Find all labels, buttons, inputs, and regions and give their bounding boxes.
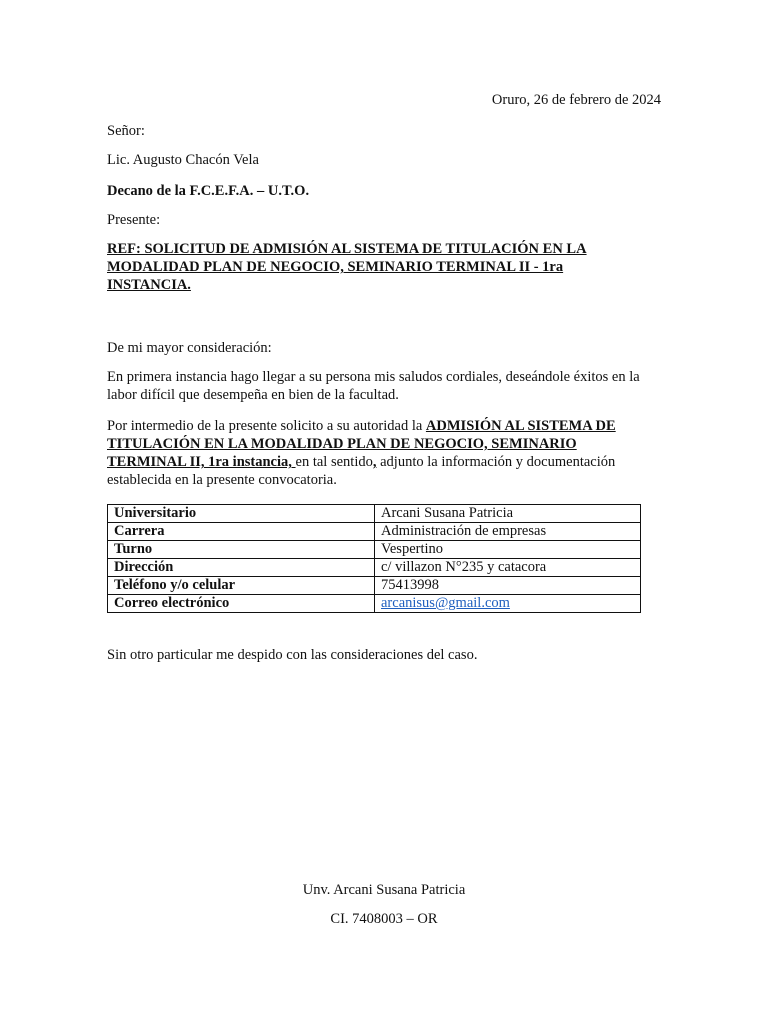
paragraph-1-line-1: En primera instancia hago llegar a su persona mis saludos cordiales, deseándole éxitos en la — [107, 369, 640, 385]
signature-name: Unv. Arcani Susana Patricia — [302, 882, 466, 898]
closing-line: Sin otro particular me despido con las consideraciones del caso. — [107, 647, 478, 663]
paragraph-2-line-4: establecida en la presente convocatoria. — [107, 472, 337, 488]
table-label: Universitario — [108, 505, 375, 523]
paragraph-2-bold-1: ADMISIÓN AL SISTEMA DE — [425, 418, 616, 434]
paragraph-2-bold-2: TITULACIÓN EN LA MODALIDAD PLAN DE NEGOCIO, SEMINARIO — [107, 436, 577, 452]
table-row — [108, 541, 641, 559]
reference-block — [107, 240, 663, 294]
table-row — [108, 577, 641, 595]
student-info-table — [107, 504, 641, 613]
paragraph-2 — [107, 417, 663, 489]
table-value: Arcani Susana Patricia — [375, 505, 641, 523]
table-value: 75413998 — [375, 577, 641, 595]
table-row — [108, 523, 641, 541]
table-value: c/ villazon N°235 y catacora — [375, 559, 641, 577]
recipient-title: Decano de la F.C.E.F.A. – U.T.O. — [107, 183, 310, 199]
table-row — [108, 595, 641, 613]
table-label: Dirección — [108, 559, 375, 577]
table-label: Turno — [108, 541, 375, 559]
paragraph-2-comma: , — [372, 454, 377, 470]
table-value: Administración de empresas — [375, 523, 641, 541]
greeting: De mi mayor consideración: — [107, 340, 272, 356]
email-link[interactable]: arcanisus@gmail.com — [381, 595, 510, 611]
date-line: Oruro, 26 de febrero de 2024 — [491, 92, 661, 108]
paragraph-2-mid: en tal sentido — [295, 454, 373, 470]
signature-ci: CI. 7408003 – OR — [330, 911, 438, 927]
table-value-email — [375, 595, 641, 613]
presente: Presente: — [107, 212, 161, 228]
table-label: Correo electrónico — [108, 595, 375, 613]
paragraph-2-tail: adjunto la información y documentación — [376, 454, 616, 470]
table-row — [108, 559, 641, 577]
ref-line-3: INSTANCIA. — [107, 277, 191, 293]
table-label: Carrera — [108, 523, 375, 541]
table-row — [108, 505, 641, 523]
paragraph-1 — [107, 368, 663, 404]
paragraph-2-lead: Por intermedio de la presente solicito a su autoridad la — [107, 418, 426, 434]
recipient-name: Lic. Augusto Chacón Vela — [107, 152, 259, 168]
salutation: Señor: — [107, 123, 145, 139]
ref-line-2: MODALIDAD PLAN DE NEGOCIO, SEMINARIO TERMINAL II - 1ra — [107, 259, 564, 275]
table-value: Vespertino — [375, 541, 641, 559]
paragraph-1-line-2: labor difícil que desempeña en bien de la facultad. — [107, 387, 399, 403]
ref-line-1: REF: SOLICITUD DE ADMISIÓN AL SISTEMA DE TITULACIÓN EN LA — [107, 241, 587, 257]
paragraph-2-bold-3: TERMINAL II, 1ra instancia, — [107, 454, 296, 470]
table-label: Teléfono y/o celular — [108, 577, 375, 595]
